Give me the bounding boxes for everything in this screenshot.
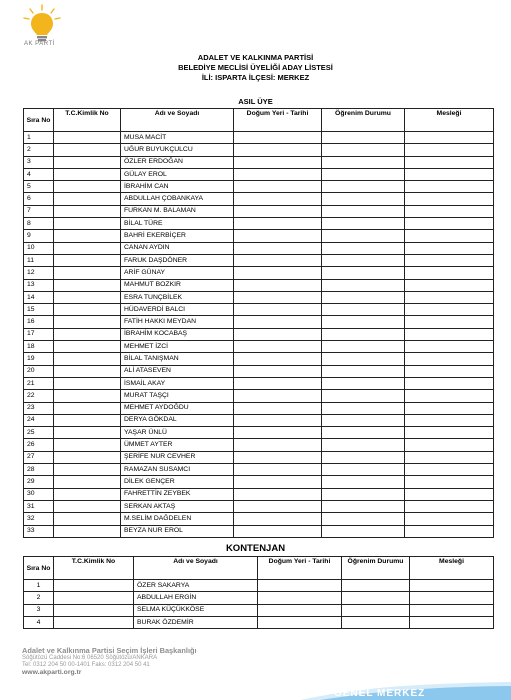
cell-sira-no: 22 [24, 390, 54, 402]
cell-dogum [234, 218, 322, 230]
table-row [24, 525, 494, 537]
cell-tc-kimlik [54, 304, 121, 316]
cell-sira-no: 13 [24, 279, 54, 291]
cell-sira-no: 29 [24, 476, 54, 488]
cell-dogum [234, 464, 322, 476]
cell-ogrenim [322, 279, 405, 291]
kontenjan-label: KONTENJAN [225, 543, 286, 554]
cell-sira-no: 8 [24, 218, 54, 230]
cell-ad-soyad: FARUK DAŞDÖNER [121, 254, 234, 266]
kontenjan-table [23, 556, 494, 629]
cell-ogrenim [322, 427, 405, 439]
cell-tc-kimlik [54, 242, 121, 254]
cell-dogum [234, 377, 322, 389]
table-row [24, 604, 494, 616]
column-header-tc: T.C.Kimlik No [54, 109, 121, 132]
cell-ogrenim [322, 365, 405, 377]
cell-meslek [405, 488, 494, 500]
cell-ad-soyad: İBRAHİM KOCABAŞ [121, 328, 234, 340]
cell-meslek [405, 316, 494, 328]
column-header-meslek: Mesleği [405, 109, 494, 132]
cell-meslek [405, 439, 494, 451]
cell-ogrenim [342, 592, 410, 604]
cell-sira-no: 4 [24, 616, 54, 628]
cell-meslek [405, 353, 494, 365]
cell-ogrenim [322, 328, 405, 340]
table-row [24, 616, 494, 628]
cell-sira-no: 10 [24, 242, 54, 254]
cell-tc-kimlik [54, 291, 121, 303]
cell-ad-soyad: MEHMET AYDOĞDU [121, 402, 234, 414]
cell-meslek [405, 451, 494, 463]
cell-sira-no: 14 [24, 291, 54, 303]
cell-ad-soyad: ÜMMET AYTER [121, 439, 234, 451]
cell-dogum [234, 267, 322, 279]
cell-dogum [234, 353, 322, 365]
cell-ogrenim [322, 476, 405, 488]
column-header-sira: Sıra No [24, 557, 54, 580]
table-row [24, 513, 494, 525]
cell-tc-kimlik [54, 316, 121, 328]
cell-dogum [234, 488, 322, 500]
cell-dogum [258, 616, 342, 628]
cell-tc-kimlik [54, 156, 121, 168]
cell-tc-kimlik [54, 341, 121, 353]
cell-dogum [234, 365, 322, 377]
table-row [24, 427, 494, 439]
cell-ad-soyad: M.SELİM DAĞDELEN [121, 513, 234, 525]
cell-ad-soyad: SERKAN AKTAŞ [121, 500, 234, 512]
cell-tc-kimlik [54, 230, 121, 242]
column-header-ogrenim: Öğrenim Durumu [322, 109, 405, 132]
cell-tc-kimlik [54, 439, 121, 451]
table-row [24, 267, 494, 279]
cell-tc-kimlik [54, 592, 134, 604]
cell-meslek [405, 476, 494, 488]
cell-ogrenim [322, 439, 405, 451]
cell-dogum [234, 341, 322, 353]
table-row [24, 181, 494, 193]
cell-sira-no: 9 [24, 230, 54, 242]
cell-sira-no: 3 [24, 604, 54, 616]
cell-meslek [405, 181, 494, 193]
cell-meslek [405, 254, 494, 266]
cell-ogrenim [322, 488, 405, 500]
cell-tc-kimlik [54, 580, 134, 592]
cell-dogum [234, 205, 322, 217]
cell-ad-soyad: ABDULLAH ERGİN [134, 592, 258, 604]
cell-ad-soyad: BİLAL TÜRE [121, 218, 234, 230]
cell-ad-soyad: MURAT TAŞÇI [121, 390, 234, 402]
cell-ad-soyad: DERYA GÖKDAL [121, 414, 234, 426]
table-row [24, 341, 494, 353]
cell-sira-no: 32 [24, 513, 54, 525]
cell-ogrenim [322, 451, 405, 463]
table-row [24, 390, 494, 402]
cell-meslek [405, 267, 494, 279]
cell-meslek [405, 156, 494, 168]
cell-sira-no: 25 [24, 427, 54, 439]
cell-dogum [234, 390, 322, 402]
cell-ogrenim [322, 414, 405, 426]
table-row [24, 316, 494, 328]
table-row [24, 377, 494, 389]
cell-sira-no: 33 [24, 525, 54, 537]
cell-tc-kimlik [54, 476, 121, 488]
cell-sira-no: 18 [24, 341, 54, 353]
cell-ogrenim [322, 525, 405, 537]
cell-sira-no: 12 [24, 267, 54, 279]
cell-meslek [405, 341, 494, 353]
table-row [24, 592, 494, 604]
cell-ad-soyad: FATİH HAKKI MEYDAN [121, 316, 234, 328]
cell-tc-kimlik [54, 451, 121, 463]
table-row [24, 144, 494, 156]
cell-ogrenim [322, 377, 405, 389]
cell-ad-soyad: BEYZA NUR EROL [121, 525, 234, 537]
cell-tc-kimlik [54, 168, 121, 180]
table-row [24, 365, 494, 377]
cell-sira-no: 2 [24, 144, 54, 156]
cell-ad-soyad: İBRAHİM CAN [121, 181, 234, 193]
cell-ogrenim [322, 267, 405, 279]
cell-tc-kimlik [54, 500, 121, 512]
cell-meslek [405, 144, 494, 156]
table-row [24, 464, 494, 476]
cell-sira-no: 24 [24, 414, 54, 426]
cell-tc-kimlik [54, 414, 121, 426]
column-header-ogrenim: Öğrenim Durumu [342, 557, 410, 580]
cell-meslek [405, 402, 494, 414]
cell-meslek [410, 604, 494, 616]
column-header-dogum: Doğum Yeri - Tarihi [258, 557, 342, 580]
cell-tc-kimlik [54, 390, 121, 402]
cell-ad-soyad: GÜLAY EROL [121, 168, 234, 180]
cell-tc-kimlik [54, 464, 121, 476]
cell-tc-kimlik [54, 402, 121, 414]
cell-meslek [410, 592, 494, 604]
cell-dogum [234, 230, 322, 242]
cell-ogrenim [322, 316, 405, 328]
cell-ogrenim [322, 513, 405, 525]
cell-ogrenim [322, 242, 405, 254]
cell-meslek [405, 193, 494, 205]
cell-tc-kimlik [54, 267, 121, 279]
cell-meslek [405, 291, 494, 303]
cell-dogum [258, 604, 342, 616]
cell-dogum [234, 513, 322, 525]
column-header-ad-soyad: Adı ve Soyadı [134, 557, 258, 580]
cell-ogrenim [322, 181, 405, 193]
cell-ad-soyad: CANAN AYDIN [121, 242, 234, 254]
cell-meslek [405, 525, 494, 537]
cell-meslek [405, 390, 494, 402]
cell-dogum [234, 181, 322, 193]
table-header-row [24, 557, 494, 580]
cell-dogum [234, 500, 322, 512]
cell-meslek [405, 414, 494, 426]
cell-dogum [234, 328, 322, 340]
cell-ad-soyad: ABDULLAH ÇOBANKAYA [121, 193, 234, 205]
cell-sira-no: 1 [24, 580, 54, 592]
cell-tc-kimlik [54, 365, 121, 377]
cell-ogrenim [322, 156, 405, 168]
table-row [24, 291, 494, 303]
cell-sira-no: 20 [24, 365, 54, 377]
cell-ogrenim [342, 604, 410, 616]
table-row [24, 439, 494, 451]
cell-dogum [234, 291, 322, 303]
party-name: ADALET VE KALKINMA PARTİSİ [197, 53, 314, 62]
cell-sira-no: 27 [24, 451, 54, 463]
cell-sira-no: 15 [24, 304, 54, 316]
cell-ogrenim [322, 230, 405, 242]
cell-sira-no: 6 [24, 193, 54, 205]
cell-dogum [234, 427, 322, 439]
table-row [24, 451, 494, 463]
table-row [24, 218, 494, 230]
cell-ad-soyad: ÖZLER ERDOĞAN [121, 156, 234, 168]
cell-tc-kimlik [54, 279, 121, 291]
cell-ogrenim [322, 500, 405, 512]
cell-ad-soyad: ÖZER SAKARYA [134, 580, 258, 592]
cell-dogum [234, 451, 322, 463]
cell-tc-kimlik [54, 132, 121, 144]
footer [22, 646, 197, 677]
cell-ad-soyad: SELMA KÜÇÜKKÖSE [134, 604, 258, 616]
cell-sira-no: 19 [24, 353, 54, 365]
cell-meslek [405, 218, 494, 230]
cell-ad-soyad: İSMAİL AKAY [121, 377, 234, 389]
cell-ogrenim [322, 341, 405, 353]
cell-tc-kimlik [54, 488, 121, 500]
cell-dogum [234, 132, 322, 144]
table-row [24, 168, 494, 180]
cell-meslek [405, 365, 494, 377]
table-row [24, 402, 494, 414]
asil-uye-table [23, 108, 494, 538]
footer-phone: Tel: 0312 204 50 00-1401 Faks: 0312 204 50 41 [22, 662, 150, 669]
cell-tc-kimlik [54, 254, 121, 266]
cell-dogum [234, 156, 322, 168]
table-row [24, 193, 494, 205]
cell-ad-soyad: ESRA TUNÇBİLEK [121, 291, 234, 303]
cell-sira-no: 1 [24, 132, 54, 144]
cell-ad-soyad: MUSA MACİT [121, 132, 234, 144]
cell-ad-soyad: HÜDAVERDİ BALCI [121, 304, 234, 316]
cell-ogrenim [322, 353, 405, 365]
cell-ad-soyad: FAHRETTİN ZEYBEK [121, 488, 234, 500]
table-row [24, 230, 494, 242]
cell-ad-soyad: MAHMUT BOZKIR [121, 279, 234, 291]
cell-sira-no: 5 [24, 181, 54, 193]
cell-ogrenim [322, 205, 405, 217]
cell-ogrenim [322, 291, 405, 303]
list-title: BELEDİYE MECLİSİ ÜYELİĞİ ADAY LİSTESİ [178, 63, 333, 72]
cell-tc-kimlik [54, 353, 121, 365]
cell-ogrenim [342, 616, 410, 628]
cell-sira-no: 28 [24, 464, 54, 476]
cell-ad-soyad: ŞERİFE NUR CEVHER [121, 451, 234, 463]
cell-tc-kimlik [54, 427, 121, 439]
cell-meslek [405, 279, 494, 291]
cell-ogrenim [342, 580, 410, 592]
footer-website: www.akparti.org.tr [22, 669, 82, 677]
cell-tc-kimlik [54, 218, 121, 230]
cell-sira-no: 4 [24, 168, 54, 180]
cell-sira-no: 11 [24, 254, 54, 266]
cell-meslek [405, 328, 494, 340]
cell-sira-no: 2 [24, 592, 54, 604]
cell-ad-soyad: YAŞAR ÜNLÜ [121, 427, 234, 439]
cell-meslek [405, 427, 494, 439]
cell-meslek [405, 230, 494, 242]
cell-ad-soyad: BURAK ÖZDEMİR [134, 616, 258, 628]
column-header-tc: T.C.Kimlik No [54, 557, 134, 580]
cell-dogum [234, 168, 322, 180]
cell-meslek [405, 377, 494, 389]
document-header [0, 53, 511, 83]
cell-sira-no: 21 [24, 377, 54, 389]
cell-ad-soyad: BİLAL TANIŞMAN [121, 353, 234, 365]
cell-ogrenim [322, 218, 405, 230]
cell-meslek [405, 464, 494, 476]
banner-text: GENEL MERKEZ [334, 688, 426, 699]
cell-dogum [258, 592, 342, 604]
table-row [24, 156, 494, 168]
column-header-meslek: Mesleği [410, 557, 494, 580]
cell-dogum [234, 316, 322, 328]
cell-sira-no: 30 [24, 488, 54, 500]
province-district: İLİ: ISPARTA İLÇESİ: MERKEZ [201, 73, 310, 82]
cell-tc-kimlik [54, 616, 134, 628]
cell-tc-kimlik [54, 328, 121, 340]
cell-tc-kimlik [54, 144, 121, 156]
table-row [24, 279, 494, 291]
cell-ad-soyad: MEHMET İZCİ [121, 341, 234, 353]
table-row [24, 488, 494, 500]
cell-meslek [405, 513, 494, 525]
cell-ogrenim [322, 132, 405, 144]
cell-meslek [405, 500, 494, 512]
cell-dogum [234, 193, 322, 205]
cell-sira-no: 26 [24, 439, 54, 451]
footer-address: Söğütözü Caddesi No:6 06520 Söğütözü/ANKARA [22, 655, 158, 661]
table-row [24, 476, 494, 488]
cell-dogum [234, 279, 322, 291]
cell-sira-no: 7 [24, 205, 54, 217]
cell-meslek [405, 304, 494, 316]
cell-tc-kimlik [54, 193, 121, 205]
table-row [24, 328, 494, 340]
table-header-row [24, 109, 494, 132]
table-row [24, 205, 494, 217]
asil-uye-label: ASIL ÜYE [238, 97, 273, 106]
cell-ogrenim [322, 390, 405, 402]
cell-ad-soyad: ARİF GÜNAY [121, 267, 234, 279]
table-row [24, 500, 494, 512]
cell-tc-kimlik [54, 604, 134, 616]
cell-ogrenim [322, 144, 405, 156]
cell-meslek [405, 132, 494, 144]
cell-dogum [234, 254, 322, 266]
cell-dogum [234, 525, 322, 537]
cell-sira-no: 23 [24, 402, 54, 414]
cell-dogum [234, 144, 322, 156]
cell-ad-soyad: FURKAN M. BALAMAN [121, 205, 234, 217]
cell-dogum [234, 414, 322, 426]
cell-tc-kimlik [54, 377, 121, 389]
cell-dogum [258, 580, 342, 592]
cell-tc-kimlik [54, 205, 121, 217]
cell-tc-kimlik [54, 525, 121, 537]
logo-text: AK PARTİ [24, 41, 55, 47]
cell-sira-no: 31 [24, 500, 54, 512]
cell-ogrenim [322, 304, 405, 316]
table-row [24, 242, 494, 254]
cell-tc-kimlik [54, 181, 121, 193]
cell-meslek [405, 205, 494, 217]
cell-ogrenim [322, 254, 405, 266]
cell-sira-no: 16 [24, 316, 54, 328]
cell-meslek [410, 580, 494, 592]
column-header-ad-soyad: Adı ve Soyadı [121, 109, 234, 132]
cell-ad-soyad: DİLEK GENÇER [121, 476, 234, 488]
cell-meslek [405, 242, 494, 254]
table-row [24, 132, 494, 144]
cell-tc-kimlik [54, 513, 121, 525]
cell-ogrenim [322, 464, 405, 476]
cell-sira-no: 3 [24, 156, 54, 168]
table-row [24, 580, 494, 592]
cell-ad-soyad: UĞUR BUYUKÇULCU [121, 144, 234, 156]
cell-ogrenim [322, 168, 405, 180]
cell-meslek [405, 168, 494, 180]
cell-dogum [234, 304, 322, 316]
cell-ad-soyad: RAMAZAN SUSAMCI [121, 464, 234, 476]
cell-ogrenim [322, 402, 405, 414]
column-header-sira: Sıra No [24, 109, 54, 132]
cell-sira-no: 17 [24, 328, 54, 340]
table-row [24, 414, 494, 426]
cell-ad-soyad: BAHRİ EKERBİÇER [121, 230, 234, 242]
column-header-dogum: Doğum Yeri - Tarihi [234, 109, 322, 132]
cell-dogum [234, 242, 322, 254]
table-row [24, 353, 494, 365]
table-row [24, 254, 494, 266]
table-row [24, 304, 494, 316]
footer-title: Adalet ve Kalkınma Partisi Seçim İşleri Başkanlığı [22, 646, 197, 655]
cell-dogum [234, 476, 322, 488]
cell-meslek [410, 616, 494, 628]
cell-dogum [234, 439, 322, 451]
cell-dogum [234, 402, 322, 414]
cell-ogrenim [322, 193, 405, 205]
cell-ad-soyad: ALİ ATASEVEN [121, 365, 234, 377]
